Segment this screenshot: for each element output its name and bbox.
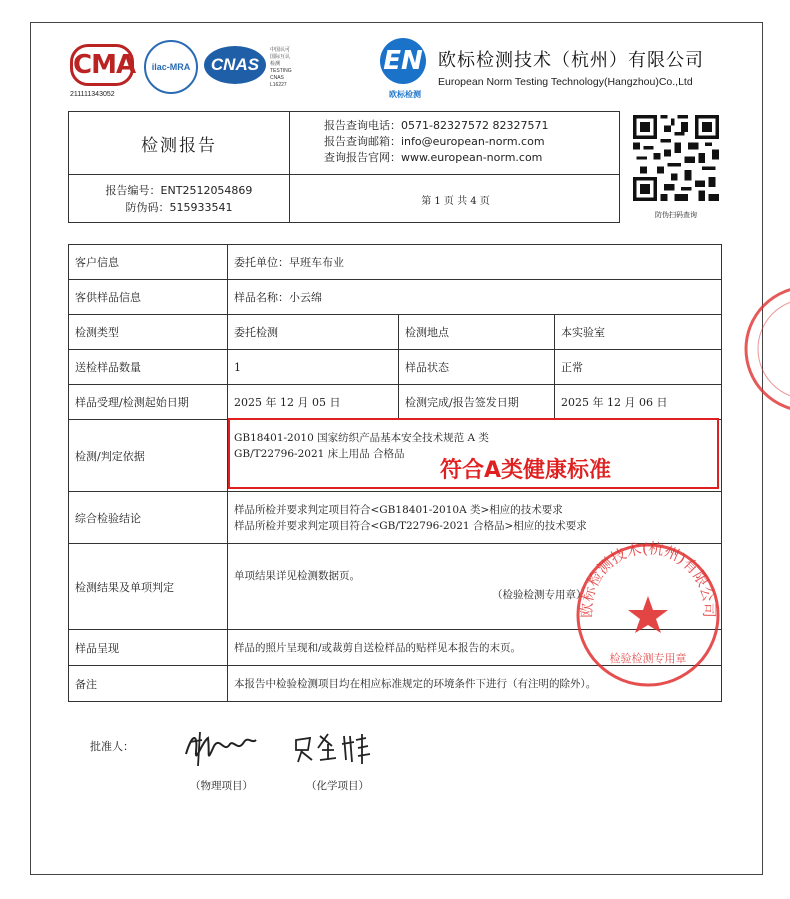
quantity-label: 送检样品数量 [69,350,228,385]
table-row [69,245,722,280]
report-title: 检测报告 [141,135,217,156]
basis-label: 检测/判定依据 [69,420,228,492]
table-row [69,350,722,385]
logo-row [70,38,730,104]
remark-value: 本报告中检验检测项目均在相应标准规定的环境条件下进行（有注明的除外）。 [228,666,722,702]
test-type-value: 委托检测 [228,315,399,350]
en-logo [380,38,430,104]
cnas-logo [204,46,294,86]
end-date-label: 检测完成/报告签发日期 [399,385,555,420]
contact-row [290,134,621,150]
role-physical: （物理项目） [190,780,253,792]
client-value: 委托单位：早班车布业 [228,245,722,280]
ilac-mra-logo [144,40,198,94]
contact-label: 查询报告官网： [324,151,401,164]
contact-value: info@european-norm.com [401,135,545,148]
start-date-value: 2025 年 12 月 05 日 [228,385,399,420]
conclusion-value [228,492,722,544]
official-seal-icon [573,540,723,690]
quantity-value: 1 [228,350,399,385]
partial-seal-icon [736,284,790,414]
contact-row [290,118,621,134]
presentation-value: 样品的照片呈现和/或裁剪自送检样品的贴样见本报告的末页。 [228,630,722,666]
state-label: 样品状态 [399,350,555,385]
seal-bottom-text: 检验检测专用章 [609,652,687,665]
cnas-caption-line: 检测 [270,61,281,67]
cnas-caption [270,47,294,89]
report-number: 报告编号：ENT2512054869 [105,184,253,197]
conclusion-label: 综合检验结论 [69,492,228,544]
qr-caption: 防伪扫码查询 [655,211,697,219]
en-mark: EN [380,38,426,84]
approver-label: 批准人： [90,740,134,753]
test-type-label: 检测类型 [69,315,228,350]
client-label: 客户信息 [69,245,228,280]
sample-info-label: 客供样品信息 [69,280,228,315]
anti-fake-code: 防伪码：515933541 [125,201,233,214]
company-name [438,46,704,88]
cnas-caption-line: TESTING [270,68,292,74]
table-row [69,280,722,315]
signature-physical-icon [180,724,260,772]
result-value: 单项结果详见检测数据页。 [234,570,360,582]
stamp-note: （检验检测专用章） [492,589,587,601]
table-row [69,385,722,420]
en-caption: 欧标检测 [389,90,421,99]
contact-info [290,118,621,166]
presentation-label: 样品呈现 [69,630,228,666]
qr-code-icon[interactable] [633,115,719,201]
ilac-text: ilac-MRA [151,62,191,72]
contact-row [290,150,621,166]
sample-info-value: 样品名称：小云绵 [228,280,722,315]
location-value: 本实验室 [555,315,722,350]
start-date-label: 样品受理/检测起始日期 [69,385,228,420]
cma-number: 211111343052 [70,91,115,98]
contact-value: www.european-norm.com [401,151,543,164]
state-value: 正常 [555,350,722,385]
end-date-value: 2025 年 12 月 06 日 [555,385,722,420]
cma-mark: CMA [70,44,134,86]
remark-label: 备注 [69,666,228,702]
company-name-en: European Norm Testing Technology(Hangzhou)Co.,Ltd [438,76,693,88]
basis-line: GB/T22796-2021 床上用品 合格品 [234,448,405,460]
cnas-mark: CNAS [204,46,266,84]
company-name-cn: 欧标检测技术（杭州）有限公司 [438,50,704,71]
conclusion-line: 样品所检并要求判定项目符合<GB/T22796-2021 合格品>相应的技术要求 [234,519,587,532]
cnas-caption-line: 中国认可 [270,47,291,53]
report-header-box [68,111,620,223]
highlight-text: 符合A类健康标准 [440,458,612,483]
signature-chemical-icon [292,726,372,770]
page-info: 第 1 页 共 4 页 [421,195,490,207]
cnas-caption-line: CNAS L16227 [270,75,287,88]
cnas-caption-line: 国际互认 [270,54,291,60]
result-label: 检测结果及单项判定 [69,544,228,630]
basis-line: GB18401-2010 国家纺织产品基本安全技术规范 A 类 [234,432,489,444]
cma-logo [70,44,136,98]
table-row [69,492,722,544]
report-number-block [69,174,289,224]
contact-label: 报告查询电话： [324,119,401,132]
contact-value: 0571-82327572 82327571 [401,119,549,132]
table-row [69,315,722,350]
conclusion-line: 样品所检并要求判定项目符合<GB18401-2010A 类>相应的技术要求 [234,503,563,516]
contact-label: 报告查询邮箱： [324,135,401,148]
role-chemical: （化学项目） [306,780,369,792]
location-label: 检测地点 [399,315,555,350]
seal-text: 欧标检测技术(杭州)有限公司 [577,540,719,618]
